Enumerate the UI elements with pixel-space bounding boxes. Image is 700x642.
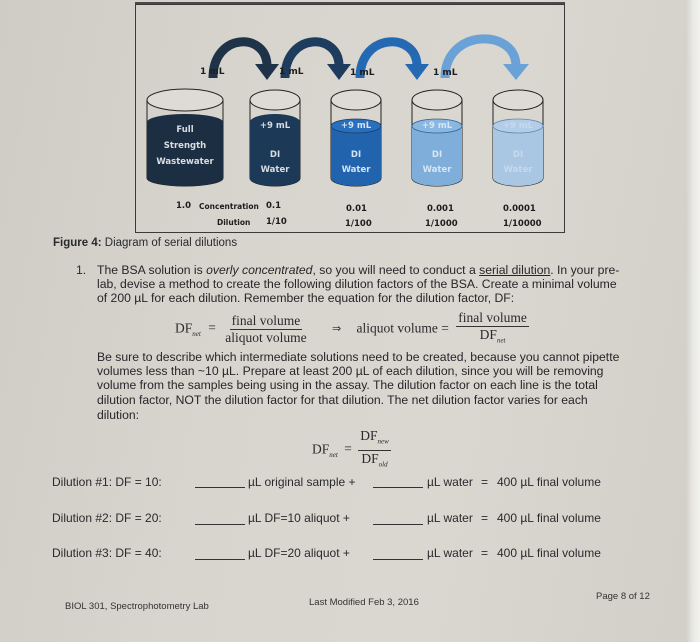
dilution-value: 1/10000: [503, 219, 542, 229]
concentration-value: 0.0001: [503, 204, 536, 214]
beaker-label-1: +9 mL DI Water: [259, 121, 291, 175]
instructions-line: volumes less than ~10 µL. Prepare at least 200 µL of each dilution, since you will be removing: [97, 364, 604, 378]
transfer-volume-label: 1 mL: [200, 67, 225, 77]
dilution-value: 1/10: [266, 217, 287, 227]
fraction: $\frac{DF_{new}}{DF_{old}}$: [360, 428, 389, 469]
page-edge: [686, 0, 700, 642]
question-line-3: of 200 µL for each dilution. Remember the equation for the dilution factor, DF:: [97, 291, 515, 305]
concentration-value: 1.0: [176, 201, 192, 211]
question-line-2: lab, devise a method to create the following dilution factors of the BSA. Create a minimal volume: [97, 277, 617, 291]
beaker-label-2: +9 mL DI Water: [340, 121, 372, 175]
instructions-line: dilution factor, NOT the dilution factor for that dilution. The net dilution factor varies for each: [97, 393, 588, 407]
instructions-line: dilution:: [97, 408, 140, 422]
concentration-label: Concentration: [199, 202, 259, 211]
sample-volume-blank[interactable]: [195, 549, 245, 560]
transfer-volume-label: 1 mL: [433, 68, 458, 78]
transfer-volume-label: 1 mL: [279, 67, 304, 77]
concentration-value: 0.1: [266, 201, 282, 211]
figure-caption: Figure 4: Diagram of serial dilutions: [53, 237, 238, 249]
water-volume-blank[interactable]: [373, 549, 423, 560]
question-number: 1.: [76, 263, 87, 277]
beaker-label-4: +9 mL DI Water: [502, 121, 534, 175]
beaker-label-full-strength: Full Strength Wastewater: [156, 125, 214, 167]
dilution-value: 1/100: [345, 219, 372, 229]
concentration-value: 0.001: [427, 204, 454, 214]
concentration-value: 0.01: [346, 204, 367, 214]
instructions-line: volume from the samples being using in the assay. The dilution factor on each line is the total: [97, 378, 598, 392]
dilution-factor-equation: $DF_{net}$ = $\frac{\text{final volume}}{\text{aliquot volume}}$ ⇒ aliquot volume = $\frac{\text{final volume}}{DF_{net}}$: [175, 310, 529, 349]
footer-course: BIOL 301, Spectrophotometry Lab: [65, 601, 209, 612]
question-line-1: The BSA solution is overly concentrated, so you will need to conduct a serial dilution. In your pre-: [97, 263, 620, 277]
water-volume-blank[interactable]: [373, 477, 423, 488]
footer-page-number: Page 8 of 12: [596, 591, 650, 602]
implies-arrow-icon: ⇒: [331, 323, 342, 336]
dilution-value: 1/1000: [425, 219, 458, 229]
footer-modified: Last Modified Feb 3, 2016: [309, 597, 419, 608]
sample-volume-blank[interactable]: [195, 477, 245, 488]
net-dilution-factor-equation: $DF_{net}$ = $\frac{DF_{new}}{DF_{old}}$: [312, 428, 391, 472]
water-volume-blank[interactable]: [373, 514, 423, 525]
serial-dilution-diagram: [135, 4, 565, 233]
instructions-line: Be sure to describe which intermediate solutions need to be created, because you cannot pipette: [97, 350, 620, 364]
dilution-label: Dilution: [217, 218, 251, 227]
fraction: $\frac{\text{final volume}}{\text{aliquot volume}}$: [225, 312, 307, 345]
fraction: $\frac{\text{final volume}}{DF_{net}}$: [458, 310, 527, 345]
transfer-volume-label: 1 mL: [350, 68, 375, 78]
sample-volume-blank[interactable]: [195, 514, 245, 525]
beaker-label-3: +9 mL DI Water: [421, 121, 453, 175]
